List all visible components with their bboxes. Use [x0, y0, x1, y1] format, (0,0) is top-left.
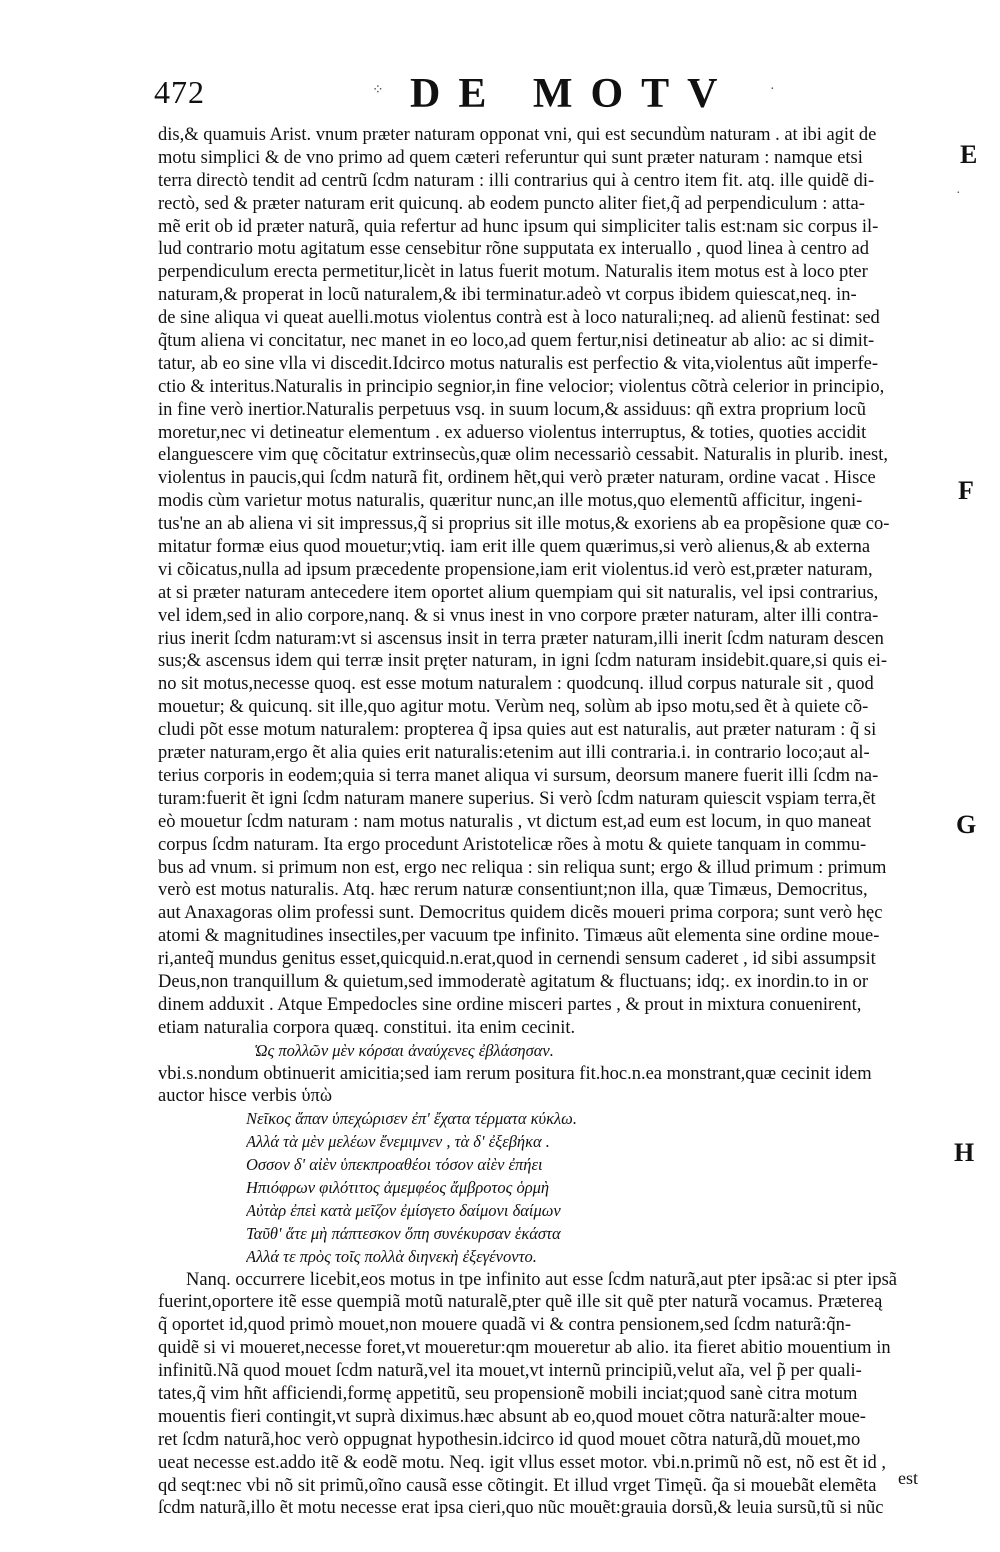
margin-letter-f: F — [958, 476, 974, 505]
closing-paragraph — [158, 1269, 972, 1521]
text-line: naturam,& properat in locũ naturalem,& ibi terminatur.adeò vt corpus ibidem quiescat,neq. in- — [158, 285, 857, 306]
text-line: Ταῦθ' ἅτε μὴ πάπτεσκον ὅπη συνέκυρσαν ἑκάστα — [246, 1223, 561, 1243]
margin-letter-e: E — [960, 140, 978, 169]
text-line: de sine aliqua vi queat auelli.motus violentus contrà est à loco naturali;neq. ad alienũ festinat: sed — [158, 308, 880, 329]
text-line: Αὐτὰρ ἐπεὶ κατὰ μεῖζον ἐμίσγετο δαίμονι δαίμων — [246, 1200, 561, 1220]
page-number: 472 — [154, 74, 205, 110]
text-line: moretur,nec vi detineatur elementum . ex aduerso violentus interruptus, & toties, quoties accidit — [158, 422, 867, 443]
text-line: rius inerit ſcdm naturam:vt si ascensus insit in terra præter naturam,illi inerit ſcdm naturam descen — [158, 628, 884, 649]
text-line: ſcdm naturã,illo ẽt motu necesse erat ipsa cieri,quo nũc mouẽt:grauia dorsũ,& leuia sursũ,tũ si nũc — [158, 1498, 884, 1519]
text-line: q̃tum aliena vi concitatur, nec manet in eo loco,ad quem fertur,nisi detineatur ab alio: ac si dimit- — [158, 331, 875, 352]
text-line: infinitũ.Nã quod mouet ſcdm naturã,vel ita mouet,vt internũ principiũ,velut aĩa, vel p̃ per quali- — [158, 1361, 862, 1382]
greek-quote-single — [158, 1040, 972, 1063]
body-text — [158, 124, 975, 1520]
text-line: mẽ erit ob id præter naturã, quia refertur ad hunc ipsum qui simpliciter talis est:nam sic corpus il- — [158, 216, 879, 237]
text-line: lud contrario motu agitatum esse censebitur rõne supputata ex interuallo , quod linea à centro ad — [158, 239, 869, 260]
text-line: ueat necesse est.addo itẽ & eodẽ motu. Neq. igit vllus esset motor. vbi.n.primũ nõ est, nõ est ẽt id , — [158, 1452, 887, 1473]
text-line: terius corporis in eodem;quia si terra manet aliqua vi sursum, deorsum manere fuerit illi ſcdm na- — [158, 765, 879, 786]
text-line: vel idem,sed in alio corpore,nanq. & si vnus inest in vno corpore præter naturam, alter illi contra- — [158, 605, 879, 626]
text-line: ri,anteq̃ mundus genitus esset,quicquid.n.erat,quod in cernendi sensum caderet , id sibi assumpsit — [158, 949, 876, 970]
running-head: DE MOTV — [410, 71, 736, 117]
text-line: aut Anaxagoras olim professi sunt. Democritus quidem dicẽs moueri prima corpora; sunt verò hęc — [158, 903, 883, 924]
text-line: auctor hisce verbis ὑπὼ — [158, 1086, 332, 1107]
text-line: eò mouetur ſcdm naturam : nam motus naturalis , vt dictum est,ad eum est locum, in quo maneat — [158, 811, 872, 832]
text-line: modis cùm varietur motus naturalis, quæritur nunc,an ille motus,quo elementũ afficitur, ingeni- — [158, 491, 863, 512]
text-line: vbi.s.nondum obtinuerit amicitia;sed iam rerum positura fit.hoc.n.ea monstrant,quæ cecinit idem — [158, 1063, 872, 1084]
transition-lines — [158, 1063, 972, 1109]
greek-verse-block — [246, 1108, 975, 1268]
text-line: sus;& ascensus idem qui terræ insit pręter naturam, in igni ſcdm naturam insidebit.quare,si quis ei- — [158, 651, 888, 672]
catchword: est — [898, 1468, 918, 1488]
text-line: q̃ oportet id,quod primò mouet,non mouere quadã vi & contra pensionem,sed ſcdm naturã:q̃n- — [158, 1315, 852, 1336]
text-line: no sit motus,necesse quoq. est esse motum naturalem : quodcunq. illud corpus naturale sit , quod — [158, 674, 874, 695]
text-line: tates,q̃ vim hñt afficiendi,formę appetitũ, seu propensionẽ mobili inciat;quod sanè citra motum — [158, 1383, 858, 1404]
text-line: dis,& quamuis Arist. vnum præter naturam opponat vni, qui est secundùm naturam . at ibi agit de — [158, 125, 877, 145]
text-line: Οσσον δ' αἰὲν ὑπεκπροαθέοι τόσον αἰὲν ἐπήει — [246, 1155, 543, 1175]
text-line: tus'ne an ab aliena vi sit impressus,q̃ si proprius sit ille motus,& exoriens ab ea propẽsione quæ co- — [158, 514, 890, 535]
text-line: mouentis fieri contingit,vt suprà diximus.hæc absunt ab eo,quod mouet cõtra naturã:alter moue- — [158, 1406, 866, 1427]
text-line: violentus in paucis,qui ſcdm naturã fit, ordinem hẽt,qui verò præter naturam, ordine vacat . Hisce — [158, 468, 876, 489]
text-line: bus ad vnum. si primum non est, ergo nec reliqua : sin reliqua sunt; ergo & illud primum : primum — [158, 857, 887, 878]
text-line: fuerint,oportere itẽ esse quempiã motũ naturalẽ,pter quẽ ille sit quẽ pter naturã vocamus. Prætereą — [158, 1292, 883, 1313]
text-line: Νεῖκος ἄπαν ὑπεχώρισεν ἐπ' ἔχατα τέρματα κύκλω. — [246, 1109, 577, 1129]
page-header — [0, 70, 1000, 120]
text-line: qd seqt:nec vbi nõ sit primũ,oĩno causã esse cõtingit. Et illud vrget Timęũ. q̃a si mouebãt elemẽta — [158, 1475, 877, 1496]
text-line: atomi & magnitudines insectiles,per vacuum tpe infinito. Timæus aũt elementa sine ordine moue- — [158, 926, 880, 947]
text-line: turam:fuerit ẽt igni ſcdm naturam manere superius. Si verò ſcdm naturam quiescit vspiam terra,ẽt — [158, 788, 876, 809]
text-line: Deus,non tranquillum & quietum,sed immoderatè agitatum & fluctuans; idq;. ex inordin.to in or — [158, 971, 869, 992]
text-line: quidẽ si vi moueret,necesse foret,vt moueretur:qm moueretur ab alio. ita fieret abitio mouentium in — [158, 1338, 891, 1359]
main-paragraph — [158, 124, 972, 1040]
text-line: rectò, sed & præter naturam erit quicunq. ab eodem puncto aliter fiet,q̃ ad perpendiculum : atta- — [158, 193, 865, 214]
text-line: verò est motus naturalis. Atq. hæc rerum naturæ consentiunt;non illa, quæ Timæus, Democritus, — [158, 880, 868, 901]
text-line: etiam naturalia corpora quæq. constitui. ita enim cecinit. — [158, 1017, 576, 1038]
text-line: tatur, ab eo sine vlla vi discedit.Idcirco motus naturalis est perfectio & vita,violentus aũt imperfe- — [158, 353, 879, 374]
text-line: mouetur; & quicunq. sit ille,quo agitur motu. Verùm neq, solùm ab ipso motu,sed ẽt à quiete cõ- — [158, 697, 869, 718]
text-line: Αλλά τὰ μὲν μελέων ἔνεμιμνεν , τὰ δ' ἐξεβήκα . — [246, 1132, 550, 1152]
ornament-dot: · — [770, 82, 775, 97]
text-line: at si præter naturam antecedere item oportet alium quempiam qui sit naturalis, vel ipsi contrarius, — [158, 582, 879, 603]
text-line: Nanq. occurrere licebit,eos motus in tpe infinito aut esse ſcdm naturã,aut pter ipsã:ac si pter ipsã — [186, 1269, 897, 1290]
text-line: elanguescere vim quę cõcitatur extrinsecùs,quæ olim necessariò cessabit. Naturalis in plurib. inest, — [158, 445, 889, 466]
text-line: vi cõicatus,nulla ad ipsum præcedente propensione,iam erit violentus.id verò est,præter naturam, — [158, 559, 873, 580]
text-line: Αλλά τε πρὸς τοῖς πολλὰ διηνεκὴ ἐξεγένοντο. — [246, 1246, 537, 1266]
text-line: Ηπιόφρων φιλότιτος ἀμεμφέος ἄμβροτος ὁρμὴ — [246, 1177, 550, 1197]
text-line: cludi põt esse motum naturalem: propterea q̃ ipsa quies aut est naturalis, aut præter naturam : q̃ si — [158, 720, 877, 741]
text-line: ret ſcdm naturã,hoc verò oppugnat hypothesin.idcirco id quod mouet cõtra naturã,dũ mouet,mo — [158, 1429, 861, 1450]
margin-letter-g: G — [956, 810, 977, 839]
text-line: in fine verò inertior.Naturalis perpetuus vsq. in suum locum,& assiduus: qñ extra proprium locũ — [158, 399, 867, 420]
text-line: ctio & interitus.Naturalis in principio segnior,in fine velocior; violentus cõtrà celerior in principio, — [158, 376, 885, 397]
text-line: terra directò tendit ad centrũ ſcdm naturam : illi contrarius qui à centro item fit. atq. ille quidẽ di- — [158, 170, 875, 191]
text-line: dinem adduxit . Atque Empedocles sine ordine misceri partes , & prout in mixtura conuenirent, — [158, 994, 862, 1015]
text-line: mitatur formæ eius quod mouetur;vtiq. iam erit ille quem quærimus,si verò alienus,& ab externa — [158, 537, 871, 558]
margin-letter-h: H — [954, 1138, 975, 1167]
greek-verse: Ὡς πολλῶν μὲν κόρσαι ἀναύχενες ἐβλάσησαν. — [254, 1040, 554, 1060]
text-line: perpendiculum erecta permetitur,licèt in latus fuerit motum. Naturalis item motus est à loco pter — [158, 262, 868, 283]
text-line: præter naturam,ergo ẽt alia quies erit naturalis:etenim aut illi contraria.i. in contrario loco;aut al- — [158, 743, 870, 764]
text-line: corpus ſcdm naturam. Ita ergo procedunt Aristotelicæ rões à motu & quiete tanquam in commu- — [158, 834, 867, 855]
margin-tick: · — [956, 186, 961, 201]
ornament-dots: ⁘ — [372, 83, 384, 98]
text-line: motu simplici & de vno primo ad quem cæteri referuntur qui sunt præter naturam : namque etsi — [158, 147, 863, 168]
